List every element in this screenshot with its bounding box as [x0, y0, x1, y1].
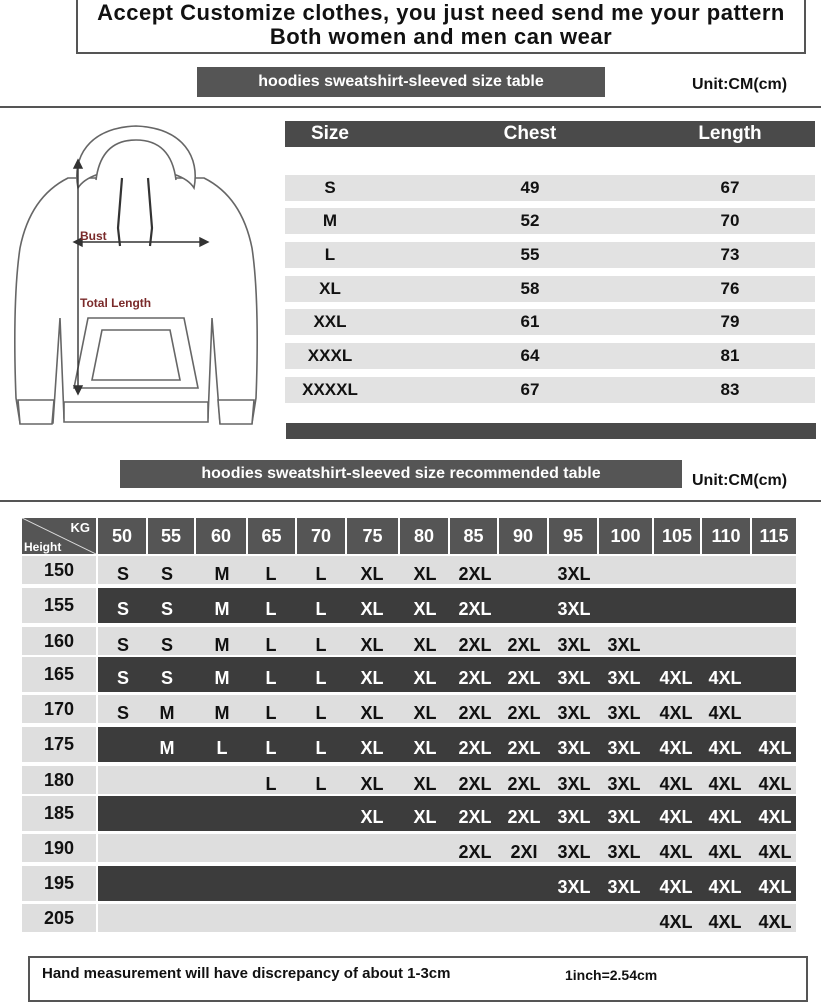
- height-label-195: 195: [22, 866, 96, 901]
- recommended-table-banner: hoodies sweatshirt-sleeved size recommended table: [120, 460, 682, 488]
- size-cell: S: [160, 668, 173, 688]
- size-cell: [141, 800, 193, 835]
- size-row: [285, 377, 815, 403]
- size-row-length: 81: [720, 346, 740, 365]
- size-cell: 4XL: [708, 911, 742, 932]
- size-table-banner: hoodies sweatshirt-sleeved size table: [197, 67, 605, 97]
- size-cell: [548, 908, 600, 936]
- size-cell: 3XL: [557, 807, 591, 827]
- section-divider-2: [0, 500, 821, 502]
- size-row: [285, 208, 815, 234]
- size-cell: [449, 870, 501, 905]
- size-cell: [346, 908, 398, 936]
- size-cell: M: [214, 599, 230, 619]
- size-cell: [598, 908, 650, 936]
- size-cell: 3XL: [557, 599, 591, 619]
- size-cell: 3XL: [607, 807, 641, 827]
- size-row-length: 79: [720, 312, 740, 331]
- size-cell: 4XL: [758, 773, 792, 794]
- size-cell: [699, 560, 751, 588]
- size-cell: 4XL: [758, 911, 792, 932]
- size-cell: 2XL: [458, 773, 492, 794]
- size-cell: [141, 870, 193, 905]
- size-row: [285, 343, 815, 369]
- size-cell: XL: [360, 563, 384, 584]
- size-cell: [749, 592, 801, 627]
- size-cell: XL: [413, 668, 437, 688]
- size-cell: 4XL: [758, 807, 792, 827]
- size-cell: 3XL: [557, 773, 591, 794]
- size-cell: 3XL: [557, 563, 591, 584]
- size-cell: S: [116, 599, 129, 619]
- size-cell: [346, 870, 398, 905]
- size-row-size: L: [324, 245, 336, 264]
- kg-header-75: 75: [347, 518, 398, 554]
- size-cell: [196, 770, 248, 798]
- size-cell: 4XL: [659, 807, 693, 827]
- size-cell: XL: [413, 563, 437, 584]
- size-cell: L: [265, 773, 277, 794]
- chest-col-header: Chest: [503, 123, 557, 144]
- size-cell: 4XL: [659, 668, 693, 688]
- kg-header-105: 105: [654, 518, 700, 554]
- table-corner-cell: [22, 518, 96, 554]
- size-cell: 4XL: [758, 738, 792, 758]
- size-cell: 2XL: [458, 668, 492, 688]
- size-cell: 3XL: [607, 738, 641, 758]
- size-row: [285, 175, 815, 201]
- size-cell: M: [214, 634, 230, 655]
- length-col-header: Length: [698, 123, 762, 144]
- size-cell: [196, 838, 248, 866]
- size-cell: [749, 560, 801, 588]
- hoodie-illustration: [8, 118, 272, 436]
- size-cell: 4XL: [659, 738, 693, 758]
- size-cell: S: [160, 563, 173, 584]
- size-cell: 4XL: [659, 773, 693, 794]
- size-cell: [141, 770, 193, 798]
- size-cell: 3XL: [557, 668, 591, 688]
- size-cell: [295, 908, 347, 936]
- size-row-size: XL: [319, 279, 341, 298]
- size-cell: M: [214, 702, 230, 723]
- size-cell: 3XL: [607, 668, 641, 688]
- size-cell: 4XL: [708, 877, 742, 897]
- corner-kg-label: KG: [70, 520, 90, 535]
- size-cell: 3XL: [557, 738, 591, 758]
- size-cell: 4XL: [708, 668, 742, 688]
- size-cell: XL: [413, 702, 437, 723]
- height-label-190: 190: [22, 834, 96, 862]
- size-table-footer-bar: [286, 423, 816, 439]
- kg-header-90: 90: [499, 518, 547, 554]
- size-cell: S: [160, 634, 173, 655]
- size-cell: S: [116, 563, 129, 584]
- size-cell: 2XL: [507, 634, 541, 655]
- size-cell: L: [265, 668, 277, 688]
- size-cell: L: [315, 702, 327, 723]
- size-cell: 2XL: [458, 702, 492, 723]
- size-cell: L: [315, 773, 327, 794]
- size-cell: 2XL: [507, 668, 541, 688]
- height-label-185: 185: [22, 796, 96, 831]
- size-table-unit: Unit:CM(cm): [692, 76, 788, 93]
- size-row-length: 67: [720, 178, 740, 197]
- kg-header-50: 50: [98, 518, 146, 554]
- size-cell: 2XL: [458, 634, 492, 655]
- size-cell: [650, 592, 702, 627]
- height-label-205: 205: [22, 904, 96, 932]
- header-line-2: Both women and men can wear: [269, 24, 613, 49]
- size-cell: L: [265, 702, 277, 723]
- size-cell: [650, 560, 702, 588]
- size-cell: 3XL: [607, 634, 641, 655]
- size-cell: XL: [413, 634, 437, 655]
- size-row-size: XXXL: [307, 346, 353, 365]
- size-cell: [295, 838, 347, 866]
- size-cell: 3XL: [557, 841, 591, 862]
- size-cell: 3XL: [607, 841, 641, 862]
- size-cell: M: [214, 563, 230, 584]
- size-cell: XL: [360, 702, 384, 723]
- size-cell: S: [116, 634, 129, 655]
- size-cell: XL: [360, 634, 384, 655]
- size-cell: XL: [413, 807, 437, 827]
- height-label-170: 170: [22, 695, 96, 723]
- size-cell: [245, 838, 297, 866]
- size-cell: XL: [360, 668, 384, 688]
- size-cell: [749, 661, 801, 696]
- size-cell: [749, 631, 801, 659]
- height-label-160: 160: [22, 627, 96, 655]
- size-cell: XL: [360, 738, 384, 758]
- total-length-label: Total Length: [80, 296, 152, 310]
- size-cell: 3XL: [557, 702, 591, 723]
- size-cell: 2XL: [458, 807, 492, 827]
- size-cell: [498, 870, 550, 905]
- size-cell: [196, 870, 248, 905]
- size-row-chest: 49: [520, 178, 540, 197]
- size-cell: L: [315, 668, 327, 688]
- kg-header-95: 95: [549, 518, 597, 554]
- size-cell: 2XL: [507, 807, 541, 827]
- size-cell: [399, 838, 451, 866]
- bust-label: Bust: [80, 229, 107, 243]
- size-cell: 3XL: [607, 702, 641, 723]
- size-cell: L: [315, 634, 327, 655]
- size-row-size: XXL: [313, 312, 347, 331]
- size-cell: 4XL: [708, 807, 742, 827]
- size-row-chest: 52: [520, 211, 540, 230]
- size-cell: [245, 908, 297, 936]
- header-line-1: Accept Customize clothes, you just need send me your pattern: [97, 0, 785, 25]
- size-cell: [141, 908, 193, 936]
- size-cell: 2XL: [458, 841, 492, 862]
- size-cell: 2XL: [507, 738, 541, 758]
- recommended-table-unit: Unit:CM(cm): [692, 472, 788, 489]
- size-cell: S: [160, 599, 173, 619]
- size-cell: 2XI: [510, 841, 538, 862]
- size-cell: 3XL: [557, 634, 591, 655]
- size-cell: XL: [360, 807, 384, 827]
- kg-header-65: 65: [248, 518, 295, 554]
- kg-header-70: 70: [297, 518, 345, 554]
- size-row-chest: 61: [520, 312, 540, 331]
- size-cell: [699, 631, 751, 659]
- size-cell: 3XL: [607, 773, 641, 794]
- size-cell: 4XL: [659, 702, 693, 723]
- size-cell: XL: [360, 599, 384, 619]
- size-cell: 2XL: [458, 563, 492, 584]
- size-cell: [295, 800, 347, 835]
- size-row: [285, 276, 815, 302]
- size-cell: [245, 870, 297, 905]
- size-cell: L: [265, 738, 277, 758]
- kg-header-80: 80: [400, 518, 448, 554]
- size-row-length: 73: [720, 245, 740, 264]
- size-cell: 4XL: [758, 841, 792, 862]
- corner-height-label: Height: [24, 540, 62, 554]
- kg-header-55: 55: [148, 518, 194, 554]
- size-cell: 4XL: [708, 738, 742, 758]
- size-col-header: Size: [310, 123, 350, 144]
- size-cell: 4XL: [708, 702, 742, 723]
- size-cell: M: [214, 668, 230, 688]
- size-row-chest: 67: [520, 380, 540, 399]
- size-table-header: [285, 121, 815, 147]
- size-cell: L: [216, 738, 228, 758]
- kg-header-85: 85: [450, 518, 497, 554]
- kg-header-110: 110: [702, 518, 750, 554]
- size-row-length: 76: [720, 279, 740, 298]
- height-label-165: 165: [22, 657, 96, 692]
- size-cell: 4XL: [708, 773, 742, 794]
- size-cell: XL: [413, 599, 437, 619]
- size-cell: [598, 560, 650, 588]
- size-cell: [498, 908, 550, 936]
- kg-header-115: 115: [752, 518, 796, 554]
- size-row-size: XXXXL: [302, 380, 358, 399]
- size-cell: 2XL: [507, 773, 541, 794]
- size-row: [285, 242, 815, 268]
- size-cell: L: [265, 563, 277, 584]
- size-cell: [449, 908, 501, 936]
- size-cell: 4XL: [708, 841, 742, 862]
- size-cell: 3XL: [557, 877, 591, 897]
- size-row-length: 83: [720, 380, 740, 399]
- size-cell: M: [159, 702, 175, 723]
- size-cell: XL: [413, 773, 437, 794]
- size-cell: XL: [413, 738, 437, 758]
- size-cell: [295, 870, 347, 905]
- size-cell: 4XL: [659, 841, 693, 862]
- size-cell: [749, 699, 801, 727]
- size-row-chest: 55: [520, 245, 540, 264]
- size-cell: S: [116, 668, 129, 688]
- discrepancy-note: Hand measurement will have discrepancy of about 1-3cm: [42, 965, 451, 982]
- size-row-length: 70: [720, 211, 740, 230]
- size-cell: 4XL: [659, 877, 693, 897]
- size-cell: [598, 592, 650, 627]
- size-cell: [498, 560, 550, 588]
- size-cell: L: [265, 599, 277, 619]
- size-row-size: M: [322, 211, 338, 230]
- height-label-150: 150: [22, 556, 96, 584]
- size-cell: S: [116, 702, 129, 723]
- kg-header-60: 60: [196, 518, 246, 554]
- size-cell: L: [315, 563, 327, 584]
- size-cell: L: [265, 634, 277, 655]
- size-cell: [399, 908, 451, 936]
- size-cell: [650, 631, 702, 659]
- size-row-size: S: [324, 178, 336, 197]
- size-cell: [699, 592, 751, 627]
- section-divider: [0, 106, 821, 108]
- size-cell: L: [315, 738, 327, 758]
- size-cell: [346, 838, 398, 866]
- size-cell: [498, 592, 550, 627]
- size-cell: 2XL: [507, 702, 541, 723]
- kg-header-100: 100: [599, 518, 652, 554]
- size-cell: [196, 800, 248, 835]
- size-cell: 3XL: [607, 877, 641, 897]
- size-cell: 4XL: [659, 911, 693, 932]
- size-cell: M: [159, 738, 175, 758]
- size-cell: 2XL: [458, 599, 492, 619]
- size-cell: XL: [360, 773, 384, 794]
- size-cell: [141, 838, 193, 866]
- size-row-chest: 64: [520, 346, 540, 365]
- height-label-175: 175: [22, 727, 96, 762]
- size-cell: [399, 870, 451, 905]
- size-cell: [196, 908, 248, 936]
- size-row-chest: 58: [520, 279, 540, 298]
- height-label-155: 155: [22, 588, 96, 623]
- height-label-180: 180: [22, 766, 96, 794]
- size-row: [285, 309, 815, 335]
- size-cell: 4XL: [758, 877, 792, 897]
- inch-conversion: 1inch=2.54cm: [565, 967, 658, 983]
- size-cell: L: [315, 599, 327, 619]
- size-cell: [245, 800, 297, 835]
- size-cell: 2XL: [458, 738, 492, 758]
